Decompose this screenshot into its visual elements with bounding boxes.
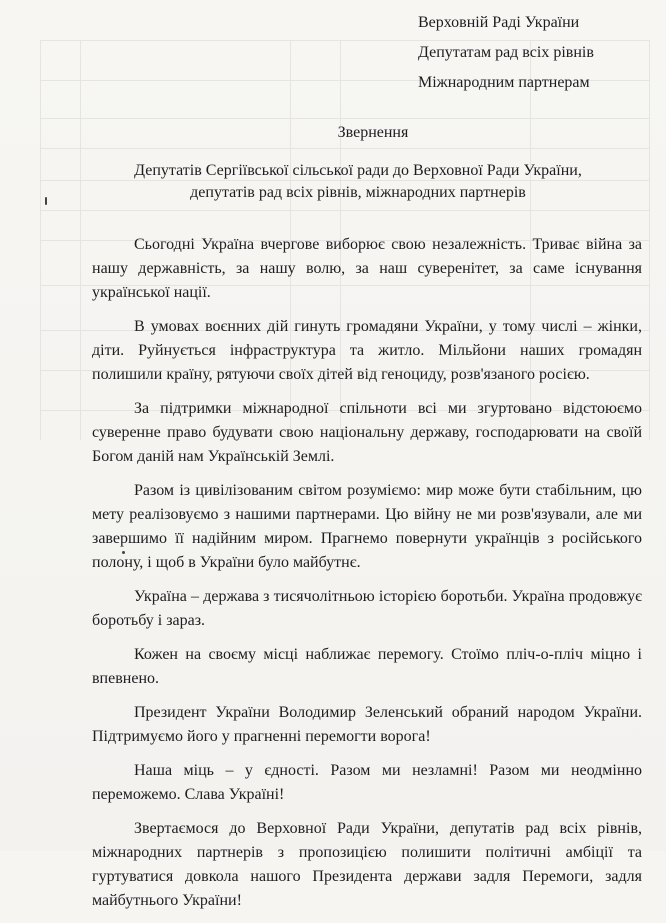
addressee-line: Міжнародним партнерам xyxy=(418,74,590,91)
paragraph: Президент України Володимир Зеленський обраний народом України. Підтримуємо його у прагненні перемогти ворога! xyxy=(92,704,642,745)
scan-speck xyxy=(45,197,47,205)
addressee-line: Депутатам рад всіх рівнів xyxy=(418,44,594,61)
paragraph: Звертаємося до Верховної Ради України, депутатів рад всіх рівнів, міжнародних партнерів з пропозицією полишити політичні амбіції та гуртуватися довкола нашого Президента держави задля Перемоги, задля майбутнього України! xyxy=(92,820,642,909)
paragraph: Наша міць – у єдності. Разом ми незламні! Разом ми неодмінно переможемо. Слава Україні! xyxy=(92,762,642,803)
document-title: Звернення xyxy=(337,124,409,141)
paragraph: Україна – держава з тисячолітньою історією боротьби. Україна продовжує боротьбу і зараз. xyxy=(92,588,642,629)
paragraph: Сьогодні Україна вчергове виборює свою незалежність. Триває війна за нашу державність, за нашу волю, за наш суверенітет, за саме існування української нації. xyxy=(92,236,642,301)
addressee-block xyxy=(418,8,594,98)
paragraph: В умовах воєнних дій гинуть громадяни України, у тому числі – жінки, діти. Руйнується інфраструктура та житло. Мільйони наших громадян полишили країну, рятуючи своїх дітей від геноциду, розв'язаного росією. xyxy=(92,318,642,383)
subtitle-line: депутатів рад всіх рівнів, міжнародних партнерів xyxy=(190,184,526,201)
appeal-body xyxy=(92,233,642,923)
scan-speck xyxy=(122,551,125,554)
paragraph: Разом із цивілізованим світом розуміємо: мир може бути стабільним, цю мету реалізовуємо з нашими партнерами. Цю війну не ми розв'язували, але ми завершимо її надійним миром. Прагнемо повернути українців з російського полону, і щоб в України було майбутнє. xyxy=(92,482,642,571)
document-subtitle xyxy=(60,160,656,204)
paragraph: Кожен на своєму місці наближає перемогу. Стоїмо пліч-о-пліч міцно і впевнено. xyxy=(92,646,642,687)
paragraph: За підтримки міжнародної спільноти всі ми згуртовано відстоюємо суверенне право будувати свою національну державу, господарювати на своїй Богом даній нам Українській Землі. xyxy=(92,400,642,465)
addressee-line: Верховній Раді України xyxy=(418,14,580,31)
subtitle-line: Депутатів Сергіївської сільської ради до Верховної Ради України, xyxy=(134,162,582,179)
